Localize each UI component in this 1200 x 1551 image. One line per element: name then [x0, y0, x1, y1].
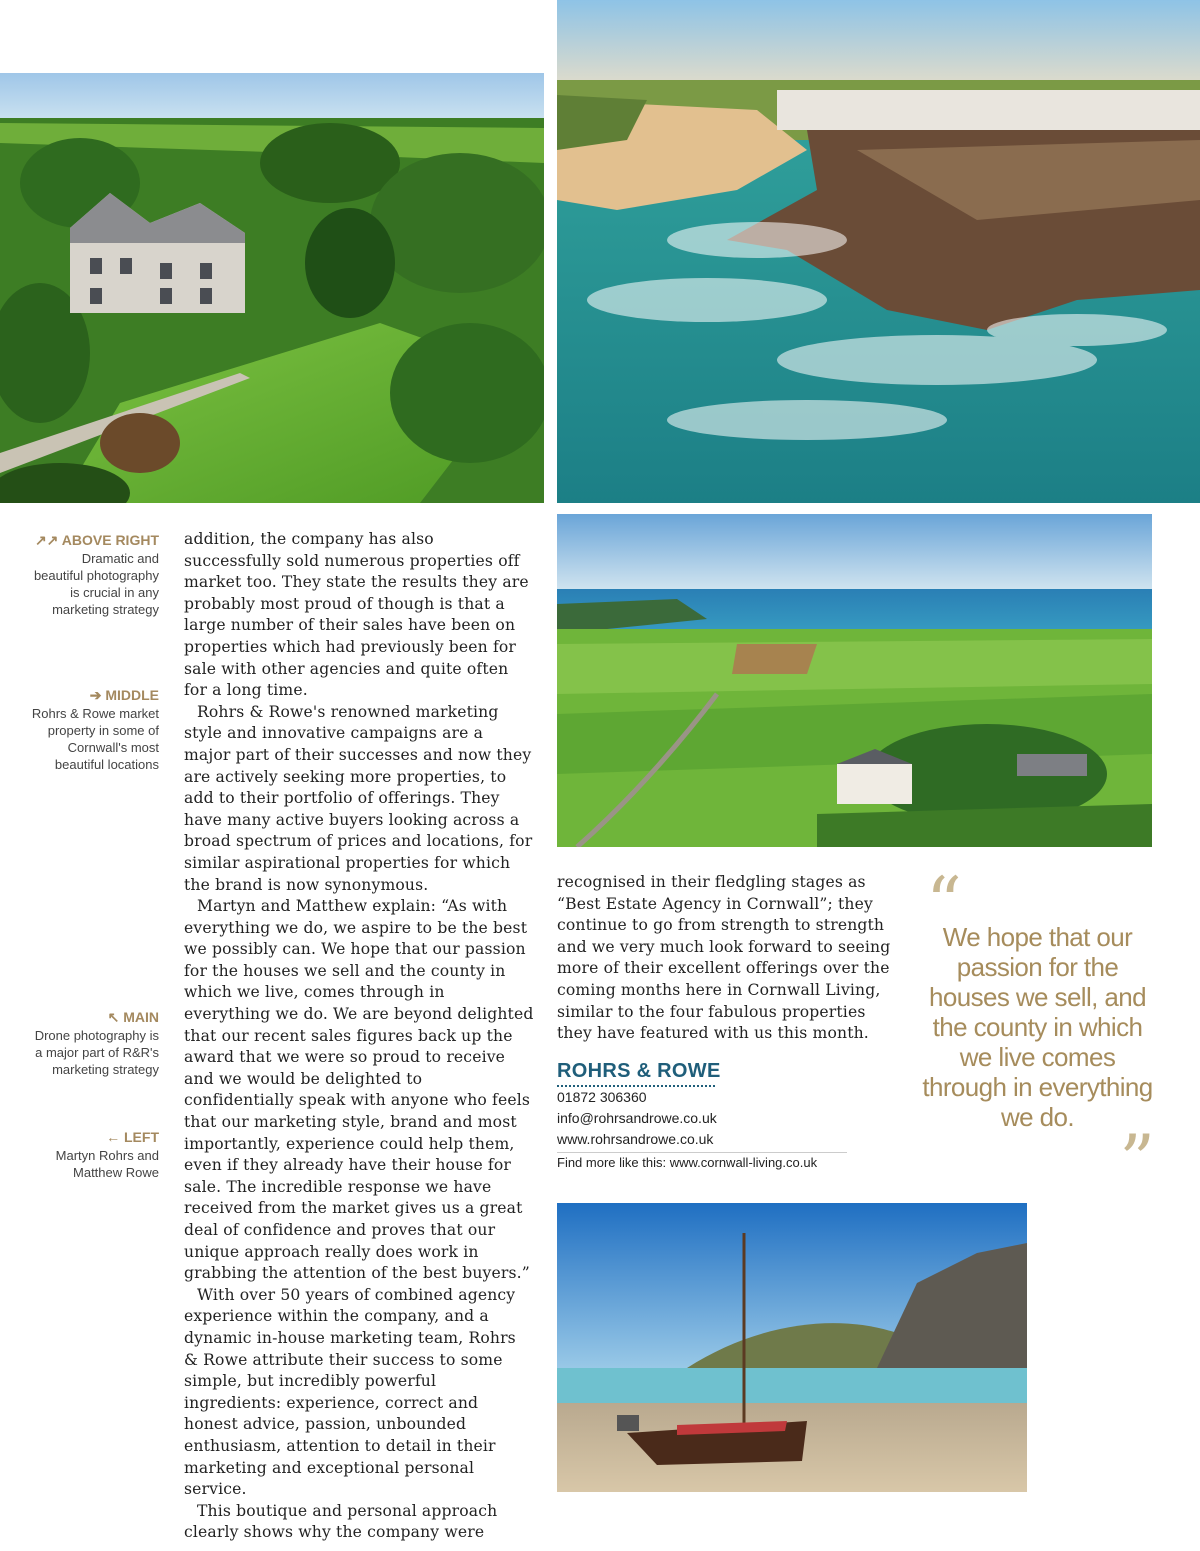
contact-box — [557, 1060, 847, 1172]
caption-main — [30, 1009, 159, 1078]
open-quote-icon: “ — [926, 862, 962, 944]
article-column-2 — [557, 872, 902, 1045]
photo-manor-house — [0, 73, 544, 503]
caption-heading: ↗↗ ABOVE RIGHT — [34, 532, 159, 548]
close-quote-icon: ” — [1119, 1120, 1155, 1202]
contact-website[interactable]: www.rohrsandrowe.co.uk — [557, 1131, 714, 1147]
contact-phone[interactable]: 01872 306360 — [557, 1089, 647, 1105]
article-paragraph: addition, the company has also successfully sold numerous properties off market too. They state the results they are probably most proud of though is that a large number of their sales have been on properties which had previously been for sale with other agencies and quite often for a long time. — [184, 530, 529, 700]
caption-above-right — [30, 532, 159, 618]
caption-heading: ← LEFT — [106, 1129, 159, 1145]
article-paragraph: With over 50 years of combined agency experience within the company, and a dynamic in-house marketing team, Rohrs & Rowe attribute their success to some simple, but incredibly powerful ingredients: experience, correct and honest advice, passion, unbounded enthusiasm, attention to detail in their marketing and exceptional personal service. — [184, 1285, 516, 1499]
photo-sailboat-beach — [557, 1203, 1027, 1492]
contact-email[interactable]: info@rohrsandrowe.co.uk — [557, 1110, 717, 1126]
find-more-link[interactable]: Find more like this: www.cornwall-living.co.uk — [557, 1152, 847, 1172]
article-column-1 — [184, 529, 534, 1544]
article-paragraph: recognised in their fledgling stages as “Best Estate Agency in Cornwall”; they continue to go from strength to strength and we very much look forward to seeing more of their excellent offerings over the coming months here in Cornwall Living, similar to the four fabulous properties they have featured with us this month. — [557, 873, 891, 1043]
pull-quote-text: We hope that our passion for the houses we sell, and the county in which we live comes through in everything we do. — [922, 922, 1153, 1132]
article-paragraph: This boutique and personal approach clearly shows why the company were — [184, 1501, 498, 1542]
contact-brand: ROHRS & ROWE — [557, 1060, 715, 1087]
caption-heading: ↖ MAIN — [107, 1009, 159, 1025]
caption-heading: ➔ MIDDLE — [89, 687, 159, 703]
caption-middle — [30, 687, 159, 773]
photo-farmland — [557, 514, 1152, 847]
pull-quote — [920, 862, 1155, 1202]
caption-text: Martyn Rohrs and Matthew Rowe — [55, 1148, 159, 1180]
caption-text: Drone photography is a major part of R&R's marketing strategy — [34, 1028, 159, 1077]
article-paragraph: Rohrs & Rowe's renowned marketing style and innovative campaigns are a major part of their successes and now they are actively seeking more properties, to add to their portfolio of offerings. They have many active buyers looking across a broad spectrum of prices and locations, for similar aspirational properties for which the brand is now synonymous. — [184, 702, 533, 894]
caption-text: Dramatic and beautiful photography is crucial in any marketing strategy — [33, 551, 159, 617]
caption-left — [30, 1129, 159, 1181]
article-paragraph: Martyn and Matthew explain: “As with everything we do, we aspire to be the best we possibly can. We hope that our passion for the houses we sell and the county in which we live, comes through in everything we do. We are beyond delighted that our recent sales figures back up the award that we were so proud to receive and we would be delighted to confidentially speak with anyone who feels that our marketing style, brand and most importantly, experience could help them, even if they already have their house for sale. The incredible response we have received from the market gives us a great deal of confidence and proves that our unique approach really does work in grabbing the attention of the best buyers.” — [184, 897, 534, 1283]
caption-text: Rohrs & Rowe market property in some of Cornwall's most beautiful locations — [31, 706, 159, 772]
photo-coastline — [557, 0, 1200, 503]
